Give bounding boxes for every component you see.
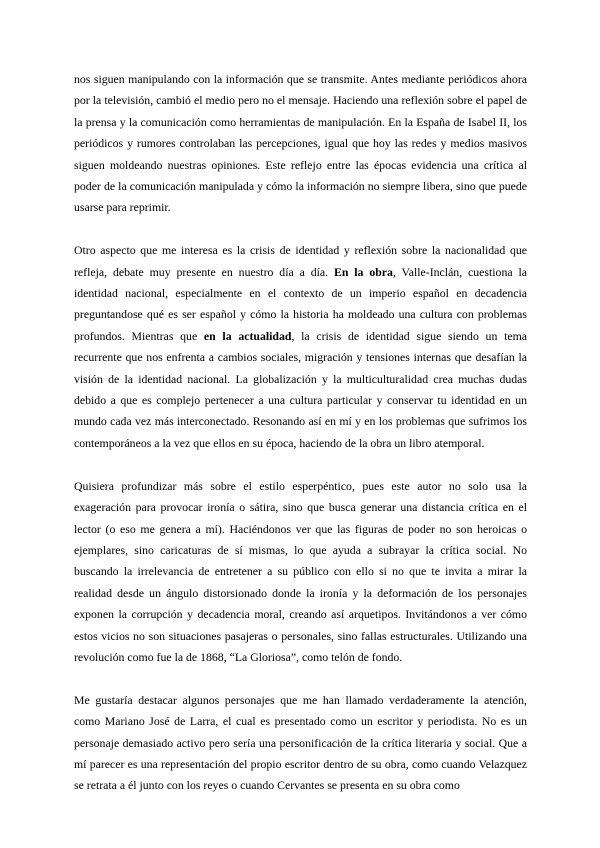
paragraph-3 [74,476,527,669]
paragraph-text: Otro aspecto que me interesa es la crisis de identidad y reflexión sobre la nacionalidad que refleja, debate muy presente en nuestro día a día. [74,243,527,279]
paragraph-text: , Valle-Inclán, cuestiona la identidad nacional, especialmente en el contexto de un imperio español en decadencia preguntandose qué es ser español y cómo la historia ha moldeado una cultura con problemas profundos. Mientras que [74,264,527,343]
paragraph-text: nos siguen manipulando con la información que se transmite. Antes mediante periódicos ahora por la televisión, cambió el medio pero no el mensaje. Haciendo una reflexión sobre el papel de la prensa y la comunicación como herramientas de manipulación. En la España de Isabel II, los periódicos y rumores controlaban las percepciones, igual que hoy las redes y medios masivos siguen moldeando nuestras opiniones. Este reflejo entre las épocas evidencia una crítica al poder de la comunicación manipulada y cómo la información no siempre libera, sino que puede usarse para reprimir. [74,72,527,215]
paragraph-text: Quisiera profundizar más sobre el estilo esperpéntico, pues este autor no solo usa la exageración para provocar ironía o sátira, sino que busca generar una distancia crítica en el lector (o eso me genera a mí). Haciéndonos ver que las figuras de poder no son heroicas o ejemplares, sino caricaturas de sí mismas, lo que ayuda a subrayar la crítica social. No buscando la irrelevancia de entretener a su público con ello si no que te invita a mirar la realidad desde un ángulo distorsionado donde la ironía y la deformación de los personajes exponen la corrupción y decadencia moral, creando así arquetipos. Invitándonos a ver cómo estos vicios no son situaciones pasajeras o personales, sino fallas estructurales. Utilizando una revolución como fue la de 1868, “La Gloriosa”, como telón de fondo. [74,478,527,664]
paragraph-text: , la crisis de identidad sigue siendo un tema recurrente que nos enfrenta a cambios sociales, migración y tensiones internas que desafían la visión de la identidad nacional. La globalización y la multiculturalidad crea muchas dudas debido a que es complejo pertenecer a una cultura particular y conservar tu identidad en un mundo cada vez más interconectado. Resonando así en mí y en los problemas que sufrimos los contemporáneos a la vez que ellos en su época, haciendo de la obra un libro atemporal. [74,328,527,450]
paragraph-4 [74,690,527,797]
emphasis-en-la-obra: En la obra [333,264,393,279]
paragraph-1 [74,69,527,219]
document-body [74,69,527,797]
emphasis-en-la-actualidad: en la actualidad [203,328,292,343]
paragraph-text: Me gustaría destacar algunos personajes que me han llamado verdaderamente la atención, como Mariano José de Larra, el cual es presentado como un escritor y periodista. No es un personaje demasiado activo pero sería una personificación de la crítica literaria y social. Que a mí parecer es una representación del propio escritor dentro de su obra, como cuando Velazquez se retrata a él junto con los reyes o cuando Cervantes se presenta en su obra como [74,692,527,793]
paragraph-2 [74,240,527,454]
